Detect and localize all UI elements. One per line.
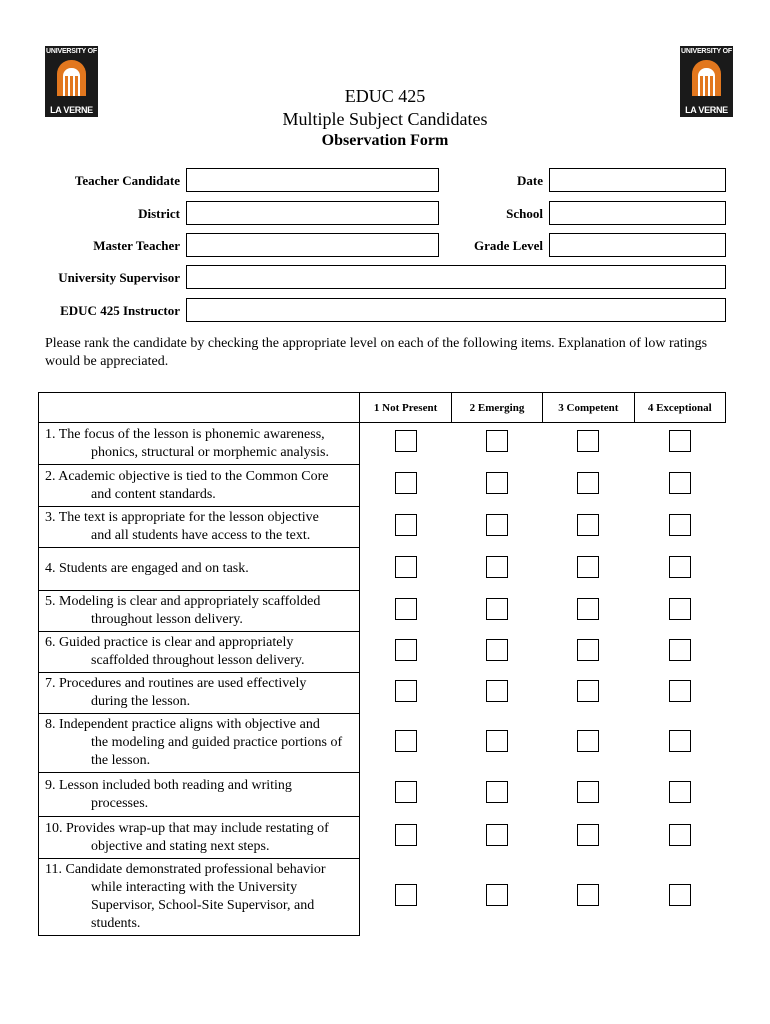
table-row xyxy=(39,507,726,548)
date-input[interactable] xyxy=(549,168,726,192)
checkbox-exceptional[interactable] xyxy=(669,556,691,578)
rating-cell xyxy=(634,591,725,632)
checkbox-competent[interactable] xyxy=(577,472,599,494)
rating-cell xyxy=(360,714,451,773)
university-supervisor-input[interactable] xyxy=(186,265,726,289)
checkbox-competent[interactable] xyxy=(577,639,599,661)
criterion-first-line: 6. Guided practice is clear and appropriately xyxy=(45,635,294,650)
checkbox-exceptional[interactable] xyxy=(669,639,691,661)
rating-cell xyxy=(634,465,725,507)
criterion-continuation: during the lesson. xyxy=(91,694,191,709)
checkbox-exceptional[interactable] xyxy=(669,781,691,803)
table-row xyxy=(39,591,726,632)
criterion-continuation: while interacting with the University Supervisor, School-Site Supervisor, and students. xyxy=(91,880,315,931)
rating-cell xyxy=(451,673,542,714)
checkbox-competent[interactable] xyxy=(577,556,599,578)
rating-cell xyxy=(451,632,542,673)
criterion-first-line: 3. The text is appropriate for the lesson objective xyxy=(45,510,319,525)
school-label: School xyxy=(506,206,543,221)
criterion-continuation: objective and stating next steps. xyxy=(91,838,270,854)
rating-cell xyxy=(543,423,634,465)
table-row xyxy=(39,817,726,859)
criterion-text xyxy=(39,423,360,465)
criterion-continuation: and content standards. xyxy=(91,486,216,502)
checkbox-emerging[interactable] xyxy=(486,680,508,702)
rating-cell xyxy=(360,632,451,673)
form-title: Observation Form xyxy=(321,132,449,149)
checkbox-exceptional[interactable] xyxy=(669,884,691,906)
rating-cell xyxy=(634,507,725,548)
checkbox-not-present[interactable] xyxy=(395,472,417,494)
checkbox-exceptional[interactable] xyxy=(669,472,691,494)
checkbox-not-present[interactable] xyxy=(395,430,417,452)
checkbox-emerging[interactable] xyxy=(486,884,508,906)
checkbox-competent[interactable] xyxy=(577,824,599,846)
logo-text-top: UNIVERSITY OF xyxy=(681,48,732,55)
rating-cell xyxy=(360,859,451,936)
column-header-emerging: 2 Emerging xyxy=(451,393,542,423)
checkbox-not-present[interactable] xyxy=(395,824,417,846)
rating-cell xyxy=(360,548,451,591)
course-subtitle: Multiple Subject Candidates xyxy=(282,109,488,129)
checkbox-emerging[interactable] xyxy=(486,598,508,620)
instructor-label: EDUC 425 Instructor xyxy=(60,303,180,318)
date-label: Date xyxy=(517,173,543,188)
rating-cell xyxy=(451,507,542,548)
rating-cell xyxy=(451,859,542,936)
criterion-first-line: 1. The focus of the lesson is phonemic awareness, xyxy=(45,426,325,442)
rating-cell xyxy=(360,673,451,714)
criterion-first-line: 10. Provides wrap-up that may include restating of xyxy=(45,820,329,836)
rating-cell xyxy=(543,591,634,632)
criterion-text xyxy=(39,773,360,817)
checkbox-emerging[interactable] xyxy=(486,514,508,536)
checkbox-not-present[interactable] xyxy=(395,680,417,702)
district-input[interactable] xyxy=(186,201,439,225)
rating-cell xyxy=(634,714,725,773)
checkbox-competent[interactable] xyxy=(577,884,599,906)
university-supervisor-label: University Supervisor xyxy=(58,270,180,285)
checkbox-exceptional[interactable] xyxy=(669,680,691,702)
district-label: District xyxy=(138,206,180,221)
checkbox-not-present[interactable] xyxy=(395,514,417,536)
rating-cell xyxy=(360,591,451,632)
criterion-first-line: 9. Lesson included both reading and writing xyxy=(45,777,292,793)
checkbox-exceptional[interactable] xyxy=(669,730,691,752)
checkbox-not-present[interactable] xyxy=(395,730,417,752)
course-title: EDUC 425 xyxy=(344,86,426,106)
checkbox-not-present[interactable] xyxy=(395,639,417,661)
column-header-exceptional: 4 Exceptional xyxy=(634,393,725,423)
grade-level-input[interactable] xyxy=(549,233,726,257)
rating-cell xyxy=(451,423,542,465)
checkbox-not-present[interactable] xyxy=(395,884,417,906)
checkbox-exceptional[interactable] xyxy=(669,598,691,620)
criterion-first-line: 7. Procedures and routines are used effectively xyxy=(45,676,307,691)
rating-cell xyxy=(634,632,725,673)
rating-cell xyxy=(360,465,451,507)
checkbox-exceptional[interactable] xyxy=(669,430,691,452)
table-row xyxy=(39,465,726,507)
table-row xyxy=(39,673,726,714)
rating-cell xyxy=(634,859,725,936)
table-header-row xyxy=(39,393,726,423)
school-input[interactable] xyxy=(549,201,726,225)
table-row xyxy=(39,859,726,936)
checkbox-not-present[interactable] xyxy=(395,598,417,620)
criterion-text xyxy=(39,817,360,859)
criterion-text xyxy=(39,673,360,714)
checkbox-exceptional[interactable] xyxy=(669,514,691,536)
teacher-candidate-label: Teacher Candidate xyxy=(74,173,180,188)
criterion-first-line: 8. Independent practice aligns with objective and xyxy=(45,717,320,732)
rating-cell xyxy=(543,507,634,548)
item-column-header xyxy=(39,393,360,423)
master-teacher-input[interactable] xyxy=(186,233,439,257)
rating-table xyxy=(38,392,726,936)
rating-cell xyxy=(543,673,634,714)
column-header-competent: 3 Competent xyxy=(543,393,634,423)
rating-cell xyxy=(634,773,725,817)
criterion-continuation: and all students have access to the text. xyxy=(91,528,311,543)
rating-cell xyxy=(451,773,542,817)
checkbox-emerging[interactable] xyxy=(486,781,508,803)
criterion-continuation: phonics, structural or morphemic analysis. xyxy=(91,444,329,460)
rating-cell xyxy=(543,465,634,507)
criterion-text xyxy=(39,507,360,548)
rating-cell xyxy=(451,714,542,773)
rating-cell xyxy=(634,817,725,859)
checkbox-emerging[interactable] xyxy=(486,430,508,452)
criterion-first-line: 4. Students are engaged and on task. xyxy=(45,561,249,576)
checkbox-emerging[interactable] xyxy=(486,730,508,752)
checkbox-exceptional[interactable] xyxy=(669,824,691,846)
grade-level-label: Grade Level xyxy=(474,238,543,253)
checkbox-emerging[interactable] xyxy=(486,824,508,846)
criterion-text xyxy=(39,548,360,591)
checkbox-emerging[interactable] xyxy=(486,639,508,661)
rating-cell xyxy=(634,673,725,714)
checkbox-emerging[interactable] xyxy=(486,556,508,578)
rating-cell xyxy=(360,817,451,859)
criterion-first-line: 5. Modeling is clear and appropriately scaffolded xyxy=(45,594,321,609)
logo-text-bottom: LA VERNE xyxy=(50,105,93,115)
criterion-text xyxy=(39,859,360,936)
master-teacher-label: Master Teacher xyxy=(93,238,180,253)
rating-cell xyxy=(360,507,451,548)
rating-cell xyxy=(543,714,634,773)
rating-cell xyxy=(451,548,542,591)
instructions: Please rank the candidate by checking the appropriate level on each of the following items. Explanation of low ratings would be appreciated. xyxy=(45,336,708,369)
checkbox-competent[interactable] xyxy=(577,598,599,620)
checkbox-competent[interactable] xyxy=(577,730,599,752)
rating-cell xyxy=(543,859,634,936)
criterion-text xyxy=(39,714,360,773)
checkbox-competent[interactable] xyxy=(577,781,599,803)
table-row xyxy=(39,714,726,773)
logo-text-bottom: LA VERNE xyxy=(685,105,728,115)
table-row xyxy=(39,632,726,673)
checkbox-not-present[interactable] xyxy=(395,781,417,803)
criterion-continuation: the modeling and guided practice portions of the lesson. xyxy=(91,735,343,768)
rating-cell xyxy=(543,773,634,817)
checkbox-competent[interactable] xyxy=(577,430,599,452)
criterion-text xyxy=(39,465,360,507)
rating-cell xyxy=(451,591,542,632)
rating-cell xyxy=(634,423,725,465)
logo-text-top: UNIVERSITY OF xyxy=(46,48,97,55)
teacher-candidate-input[interactable] xyxy=(186,168,439,192)
rating-cell xyxy=(543,632,634,673)
instructor-input[interactable] xyxy=(186,298,726,322)
criterion-text xyxy=(39,591,360,632)
rating-cell xyxy=(634,548,725,591)
column-header-not-present: 1 Not Present xyxy=(360,393,451,423)
checkbox-competent[interactable] xyxy=(577,680,599,702)
table-row xyxy=(39,548,726,591)
rating-cell xyxy=(451,465,542,507)
rating-cell xyxy=(451,817,542,859)
rating-cell xyxy=(543,817,634,859)
checkbox-not-present[interactable] xyxy=(395,556,417,578)
checkbox-competent[interactable] xyxy=(577,514,599,536)
rating-cell xyxy=(543,548,634,591)
table-row xyxy=(39,773,726,817)
rating-cell xyxy=(360,773,451,817)
criterion-first-line: 11. Candidate demonstrated professional behavior xyxy=(45,862,326,877)
criterion-first-line: 2. Academic objective is tied to the Common Core xyxy=(45,468,329,484)
criterion-continuation: scaffolded throughout lesson delivery. xyxy=(91,653,305,668)
criterion-continuation: processes. xyxy=(91,795,149,811)
checkbox-emerging[interactable] xyxy=(486,472,508,494)
rating-cell xyxy=(360,423,451,465)
criterion-text xyxy=(39,632,360,673)
table-row xyxy=(39,423,726,465)
criterion-continuation: throughout lesson delivery. xyxy=(91,612,243,627)
